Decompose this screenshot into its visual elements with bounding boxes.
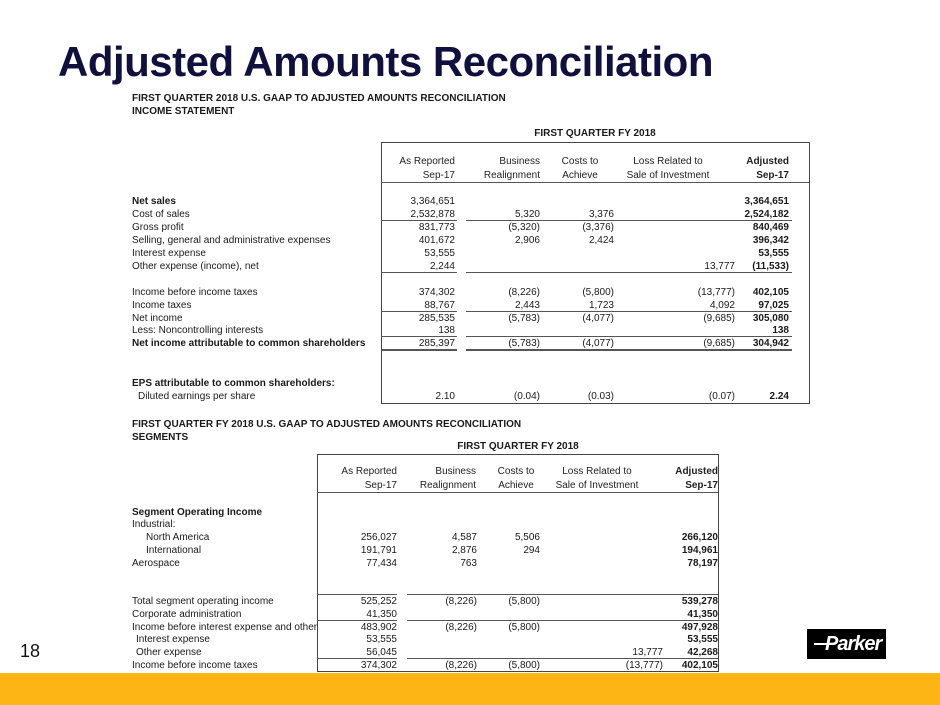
column-header-line2: Achieve: [562, 170, 598, 181]
cell-value: (5,783): [508, 313, 540, 324]
cell-value: 2,443: [514, 300, 540, 311]
underline: [381, 220, 457, 221]
cell-value: (8,226): [445, 622, 477, 633]
cell-value: 763: [460, 558, 477, 569]
cell-value: 285,397: [418, 338, 455, 349]
cell-value: (13,777): [625, 660, 663, 671]
column-header-line2: Sale of Investment: [626, 170, 710, 181]
logo-text: Parker: [825, 633, 882, 655]
underline: [407, 620, 718, 621]
cell-value: (5,783): [508, 338, 540, 349]
row-label: Diluted earnings per share: [138, 391, 256, 402]
cell-value: 374,302: [418, 287, 455, 298]
column-header-line2: Sep-17: [756, 170, 789, 181]
cell-value: 4,092: [709, 300, 735, 311]
income-statement-heading: FIRST QUARTER 2018 U.S. GAAP TO ADJUSTED AMOUNTS RECONCILIATION: [132, 93, 506, 104]
column-header-line2: Realignment: [483, 170, 540, 181]
table-row: [0, 286, 940, 299]
table-row: [0, 234, 940, 247]
row-label: Interest expense: [132, 248, 206, 259]
cell-value: 840,469: [752, 222, 789, 233]
cell-value: 5,320: [514, 209, 540, 220]
cell-value: 191,791: [360, 545, 397, 556]
row-label: Less: Noncontrolling interests: [132, 325, 264, 336]
column-header: [399, 155, 455, 183]
row-label: Aerospace: [132, 558, 180, 569]
cell-value: (9,685): [703, 313, 735, 324]
column-header: [548, 155, 612, 183]
column-header-line1: Costs to: [497, 466, 535, 477]
table-row: [0, 595, 940, 608]
column-header-line2: Sale of Investment: [555, 480, 639, 491]
cell-value: 402,105: [681, 660, 718, 671]
cell-value: (5,320): [508, 222, 540, 233]
column-header-line2: Sep-17: [364, 480, 397, 491]
table-row: [0, 390, 940, 403]
cell-value: 2,244: [429, 261, 455, 272]
cell-value: 285,535: [418, 313, 455, 324]
cell-value: (11,533): [752, 261, 789, 272]
cell-value: 2,876: [451, 545, 477, 556]
underline: [317, 620, 397, 621]
cell-value: (3,376): [582, 222, 614, 233]
segments-group-header: FIRST QUARTER FY 2018: [457, 441, 579, 452]
cell-value: 53,555: [758, 248, 789, 259]
cell-value: 78,197: [687, 558, 718, 569]
table-row: [0, 518, 940, 531]
underline: [317, 594, 397, 595]
column-header-line1: Adjusted: [746, 156, 789, 167]
column-header: [341, 465, 397, 493]
cell-value: 396,342: [752, 235, 789, 246]
row-label: Industrial:: [132, 519, 176, 530]
page-title: Adjusted Amounts Reconciliation: [58, 38, 713, 85]
income-statement-subheading: INCOME STATEMENT: [132, 106, 235, 117]
cell-value: 97,025: [758, 300, 789, 311]
cell-value: 374,302: [360, 660, 397, 671]
cell-value: 483,902: [360, 622, 397, 633]
cell-value: 2,906: [514, 235, 540, 246]
row-label: Other expense: [136, 647, 202, 658]
table-row: [0, 544, 940, 557]
cell-value: (9,685): [703, 338, 735, 349]
footer-accent-bar: [0, 673, 940, 705]
column-header-line2: Realignment: [419, 480, 476, 491]
cell-value: 3,364,651: [410, 196, 455, 207]
cell-value: (5,800): [582, 287, 614, 298]
underline: [466, 272, 792, 273]
underline: [407, 658, 718, 659]
row-label: Other expense (income), net: [132, 261, 259, 272]
row-label: Income before income taxes: [132, 287, 258, 298]
row-label: Segment Operating Income: [132, 507, 263, 518]
page-number: 18: [20, 641, 41, 661]
cell-value: (0.07): [708, 391, 735, 402]
table-row: [0, 633, 940, 646]
cell-value: 56,045: [366, 647, 397, 658]
cell-value: (8,226): [445, 596, 477, 607]
row-label: Selling, general and administrative expenses: [132, 235, 331, 246]
table-row: [0, 221, 940, 234]
cell-value: 88,767: [424, 300, 455, 311]
cell-value: 138: [438, 325, 455, 336]
underline: [466, 336, 792, 337]
cell-value: 5,506: [514, 532, 540, 543]
column-header-line1: Business: [435, 466, 476, 477]
row-label: Corporate administration: [132, 609, 242, 620]
income-statement-group-header: FIRST QUARTER FY 2018: [534, 128, 656, 139]
row-label: Net income attributable to common shareholders: [132, 338, 366, 349]
cell-value: 77,434: [366, 558, 397, 569]
cell-value: 41,350: [366, 609, 397, 620]
row-label: Net sales: [132, 196, 176, 207]
cell-value: (4,077): [582, 313, 614, 324]
cell-value: 4,587: [451, 532, 477, 543]
table-row: [0, 195, 940, 208]
row-label: Income before interest expense and other: [132, 622, 318, 633]
cell-value: 13,777: [704, 261, 735, 272]
cell-value: 294: [523, 545, 540, 556]
underline: [381, 336, 457, 337]
underline: [466, 220, 792, 221]
cell-value: 401,672: [418, 235, 455, 246]
cell-value: (5,800): [508, 660, 540, 671]
cell-value: 256,027: [360, 532, 397, 543]
cell-value: (8,226): [508, 287, 540, 298]
column-header-line1: Adjusted: [675, 466, 718, 477]
column-header-line1: As Reported: [341, 466, 397, 477]
row-label: Income before income taxes: [132, 660, 258, 671]
cell-value: 539,278: [681, 596, 718, 607]
cell-value: 402,105: [752, 287, 789, 298]
column-header: [550, 465, 644, 493]
segments-heading: FIRST QUARTER FY 2018 U.S. GAAP TO ADJUSTED AMOUNTS RECONCILIATION: [132, 419, 522, 430]
column-header: [675, 465, 718, 493]
cell-value: 304,942: [752, 338, 789, 349]
table-row: [0, 377, 940, 390]
cell-value: 2.24: [769, 391, 789, 402]
underline: [407, 594, 718, 595]
table-row: [0, 557, 940, 570]
column-header: [484, 155, 540, 183]
cell-value: 2.10: [435, 391, 455, 402]
cell-value: 3,376: [588, 209, 614, 220]
column-header-line2: Achieve: [498, 480, 534, 491]
cell-value: 2,424: [588, 235, 614, 246]
column-header-line2: Sep-17: [685, 480, 718, 491]
row-label: North America: [146, 532, 210, 543]
cell-value: 42,268: [687, 647, 718, 658]
column-header-line1: Loss Related to: [562, 466, 632, 477]
column-header: [618, 155, 718, 183]
cell-value: (13,777): [697, 287, 735, 298]
cell-value: 2,524,182: [744, 209, 789, 220]
cell-value: 3,364,651: [744, 196, 789, 207]
cell-value: 497,928: [681, 622, 718, 633]
parker-logo: [807, 629, 886, 659]
cell-value: 831,773: [418, 222, 455, 233]
cell-value: 1,723: [588, 300, 614, 311]
segments-subheading: SEGMENTS: [132, 432, 189, 443]
row-label: Cost of sales: [132, 209, 190, 220]
column-header-line1: Costs to: [561, 156, 599, 167]
column-header-line1: As Reported: [399, 156, 455, 167]
cell-value: 525,252: [360, 596, 397, 607]
cell-value: 13,777: [632, 647, 663, 658]
cell-value: 138: [772, 325, 789, 336]
cell-value: 2,532,878: [410, 209, 455, 220]
column-header-line2: Sep-17: [422, 170, 455, 181]
cell-value: 266,120: [681, 532, 718, 543]
underline: [466, 311, 792, 312]
cell-value: (5,800): [508, 596, 540, 607]
row-label: Gross profit: [132, 222, 184, 233]
underline: [381, 272, 457, 273]
row-label: Income taxes: [132, 300, 192, 311]
column-header: [746, 155, 789, 183]
table-row: [0, 247, 940, 260]
cell-value: 305,080: [752, 313, 789, 324]
row-label: International: [146, 545, 202, 556]
cell-value: 53,555: [366, 634, 397, 645]
double-underline: [381, 349, 457, 351]
row-label: EPS attributable to common shareholders:: [132, 378, 335, 389]
row-label: Total segment operating income: [132, 596, 274, 607]
underline: [381, 311, 457, 312]
cell-value: 194,961: [681, 545, 718, 556]
cell-value: (5,800): [508, 622, 540, 633]
cell-value: (8,226): [445, 660, 477, 671]
cell-value: 41,350: [687, 609, 718, 620]
cell-value: (4,077): [582, 338, 614, 349]
column-header-line1: Loss Related to: [633, 156, 703, 167]
table-row: [0, 531, 940, 544]
cell-value: 53,555: [424, 248, 455, 259]
column-header: [420, 465, 476, 493]
column-header-line1: Business: [499, 156, 540, 167]
cell-value: 53,555: [687, 634, 718, 645]
row-label: Interest expense: [136, 634, 210, 645]
column-header: [486, 465, 546, 493]
table-row: [0, 659, 940, 672]
row-label: Net income: [132, 313, 183, 324]
underline: [317, 658, 397, 659]
double-underline: [466, 349, 792, 351]
cell-value: (0.04): [513, 391, 540, 402]
cell-value: (0.03): [587, 391, 614, 402]
